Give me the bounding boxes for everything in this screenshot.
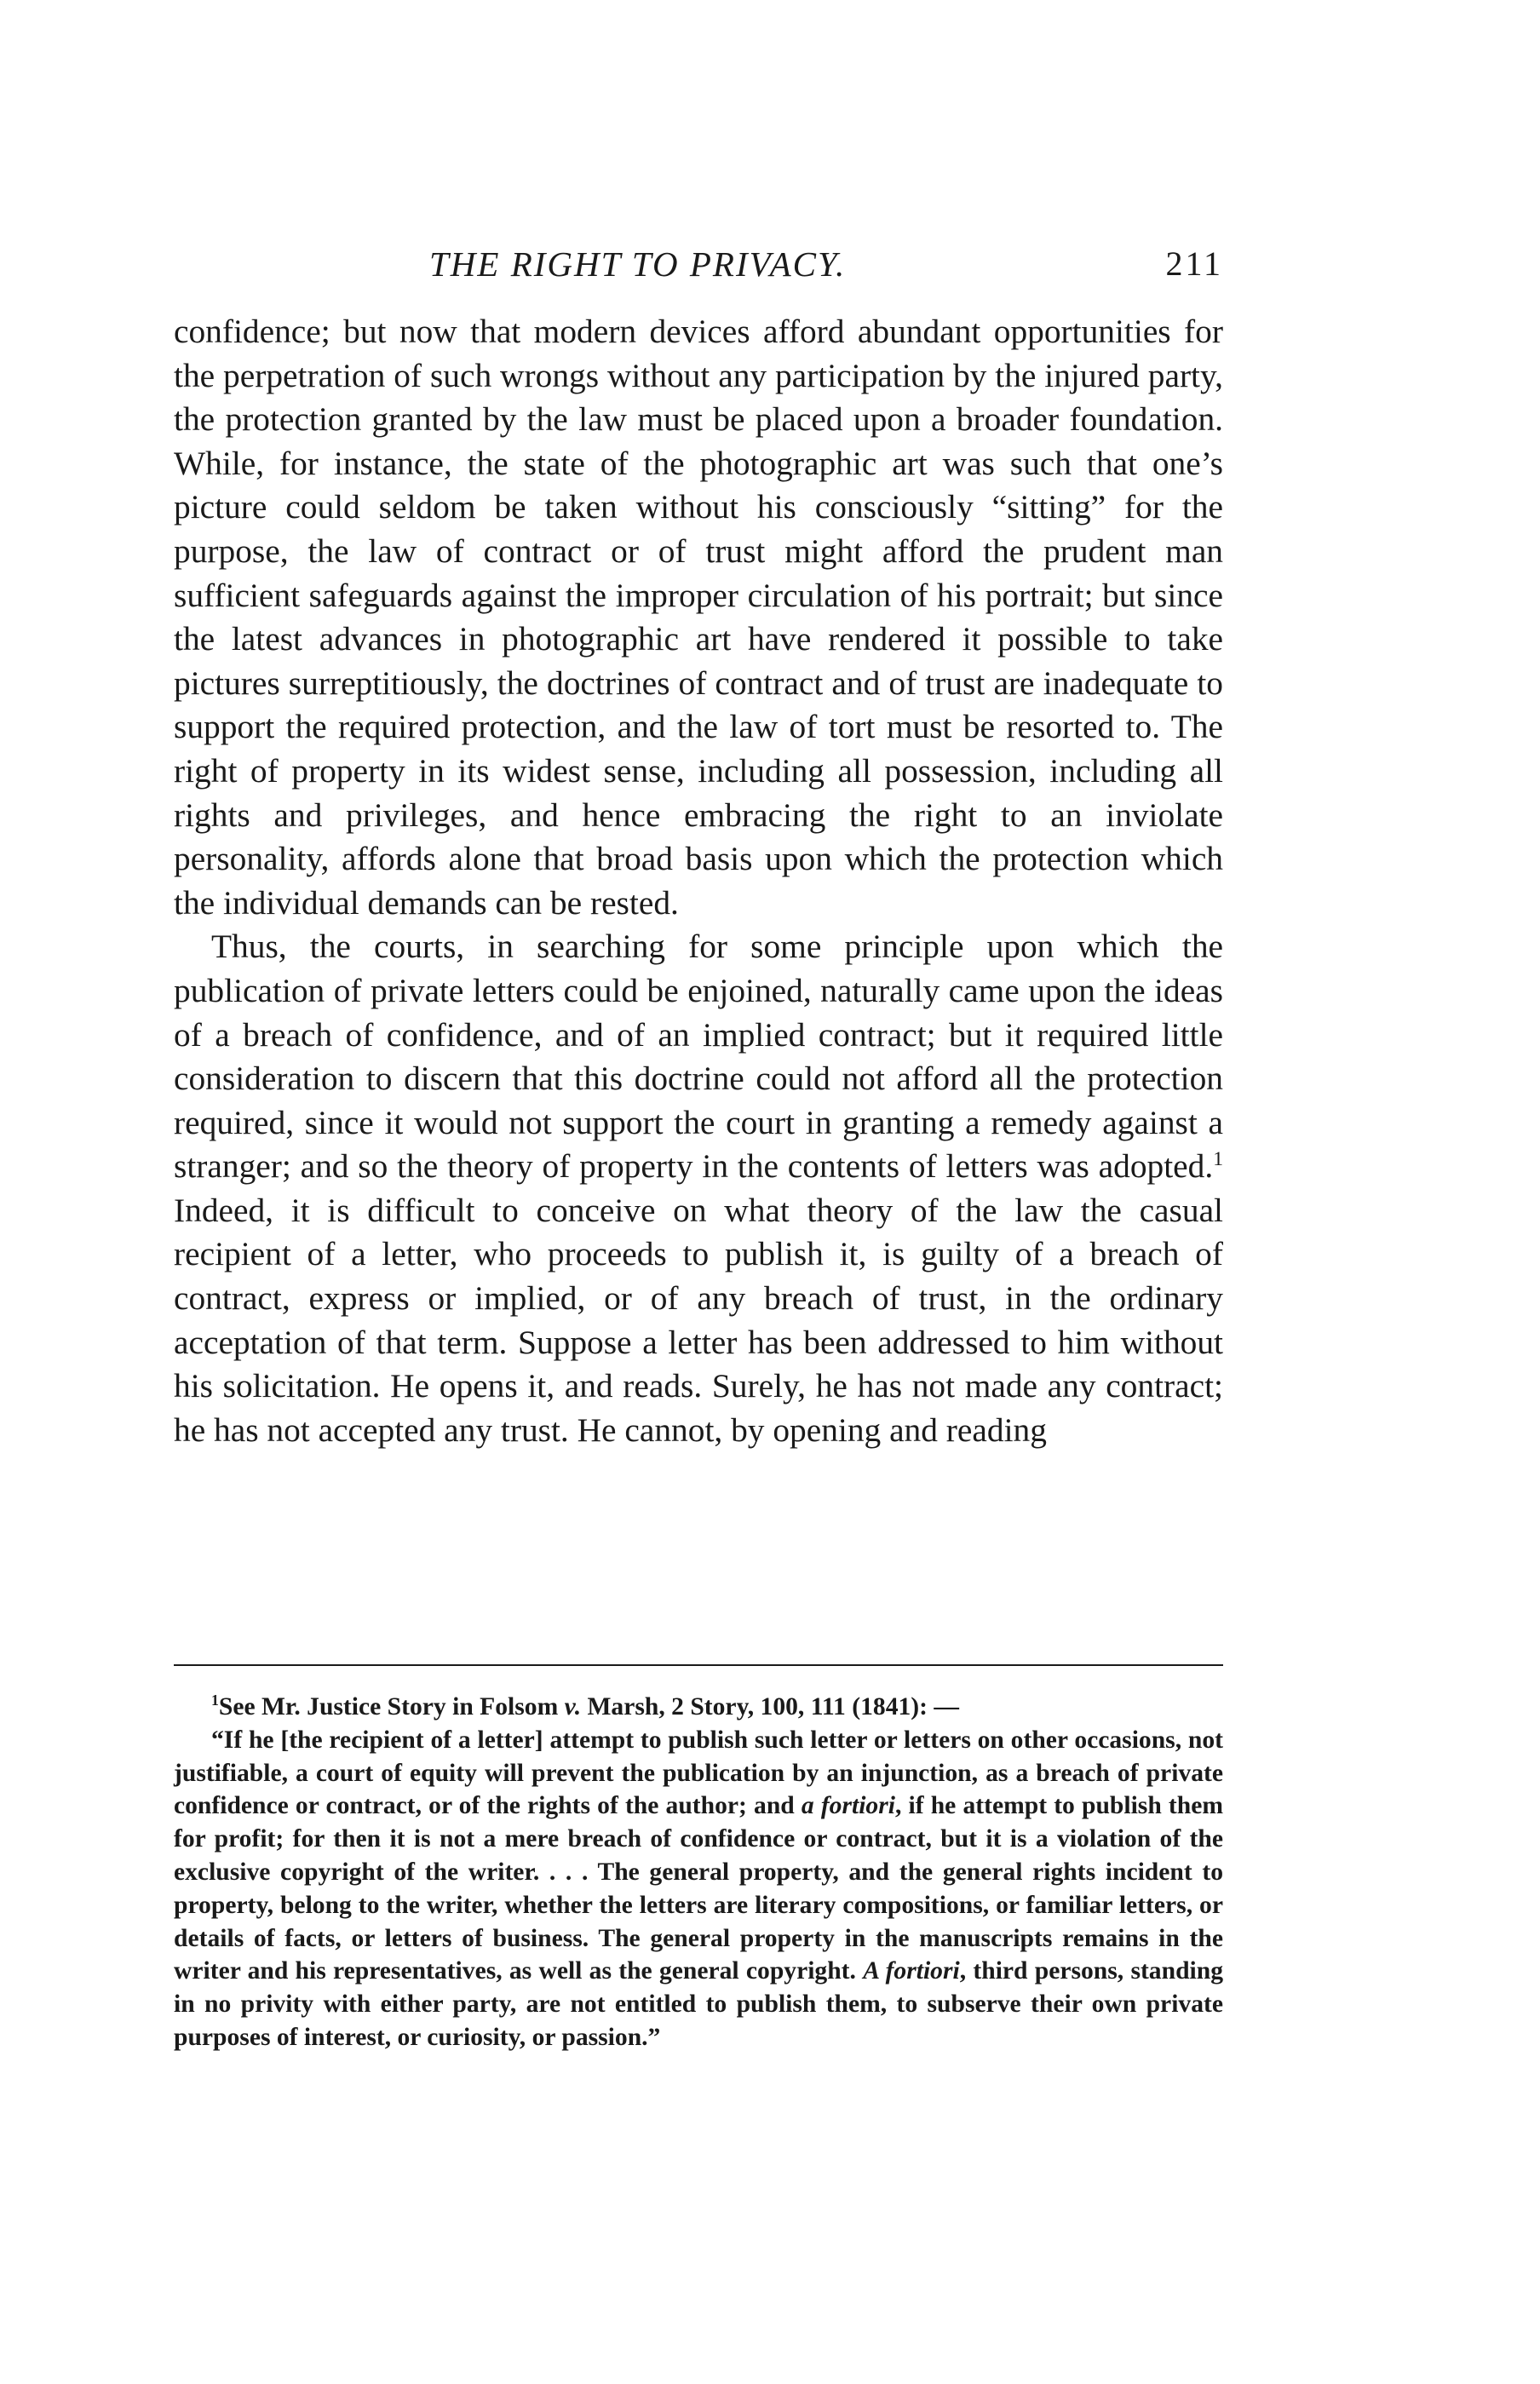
- footnote-rule: [174, 1664, 1223, 1666]
- footnotes: [174, 1691, 1223, 2054]
- citation-text-a: See Mr. Justice Story in Folsom: [218, 1693, 565, 1721]
- paragraph-letters: [174, 925, 1223, 1452]
- running-title: THE RIGHT TO PRIVACY.: [429, 244, 847, 284]
- citation-versus: v.: [564, 1693, 582, 1721]
- footnote-quotation: [174, 1724, 1223, 2054]
- quote-text-3: , third persons, standing in no privity with either party, are not entitled to publish them, to subserve their own private purposes of interest, or curiosity, or passion.”: [174, 1957, 1224, 2051]
- footnote-reference: 1: [1213, 1148, 1223, 1171]
- paragraph-2-text-a: Thus, the courts, in searching for some principle upon which the publication of private letters could be enjoined, naturally came upon the ideas of a breach of confidence, and of an implied contract; but it required little consideration to discern that this doctrine could not afford all the protection required, since it would not support the court in granting a remedy against a stranger; and so the theory of property in the contents of letters was adopted.: [174, 928, 1223, 1186]
- quote-italic-2: A fortiori: [863, 1957, 960, 1985]
- quote-text-2: , if he attempt to publish them for profit; for then it is not a mere breach of confidence or contract, but it is a violation of the exclusive copyright of the writer. . . . The general property, and the general rights incident to property, belong to the writer, whether the letters are literary compositions, or familiar letters, or details of facts, or letters of business. The general property in the manuscripts remains in the writer and his representatives, as well as the general copyright.: [174, 1792, 1224, 1985]
- book-page: [174, 0, 1223, 2384]
- quote-italic-1: a fortiori: [801, 1792, 895, 1820]
- citation-text-b: Marsh, 2 Story, 100, 111 (1841): —: [581, 1693, 959, 1721]
- main-text: [174, 310, 1223, 1452]
- paragraph-2-text-b: Indeed, it is difficult to conceive on what theory of the law the casual recipient of a letter, who proceeds to publish it, is guilty of a breach of contract, express or implied, or of any breach of trust, in the ordinary acceptation of that term. Suppose a letter has been addressed to him without his solicitation. He opens it, and reads. Surely, he has not made any contract; he has not accepted any trust. He cannot, by opening and reading: [174, 1191, 1223, 1449]
- quote-text-1: “If he [the recipient of a letter] attempt to publish such letter or letters on other occasions, not justifiable, a court of equity will prevent the publication by an injunction, as a breach of private confidence or contract, or of the rights of the author; and: [174, 1726, 1223, 1820]
- running-head: [174, 244, 1223, 295]
- footnote-marker: 1: [211, 1692, 219, 1709]
- footnote-citation: [174, 1691, 1223, 1724]
- paragraph-1-text: confidence; but now that modern devices afford abundant opportunities for the perpetration of such wrongs without any participation by the injured party, the protection granted by the law must be placed upon a broader foundation. While, for instance, the state of the photographic art was such that one’s picture could seldom be taken without his consciously “sitting” for the purpose, the law of contract or of trust might afford the prudent man sufficient safeguards against the improper circulation of his portrait; but since the latest advances in photographic art have rendered it possible to take pictures surreptitiously, the doctrines of contract and of trust are inadequate to support the required protection, and the law of tort must be resorted to. The right of property in its widest sense, including all possession, including all rights and privileges, and hence embracing the right to an inviolate personality, affords alone that broad basis upon which the protection which the individual demands can be rested.: [174, 313, 1223, 922]
- paragraph-continued: [174, 310, 1223, 925]
- page-number: 211: [1165, 244, 1223, 283]
